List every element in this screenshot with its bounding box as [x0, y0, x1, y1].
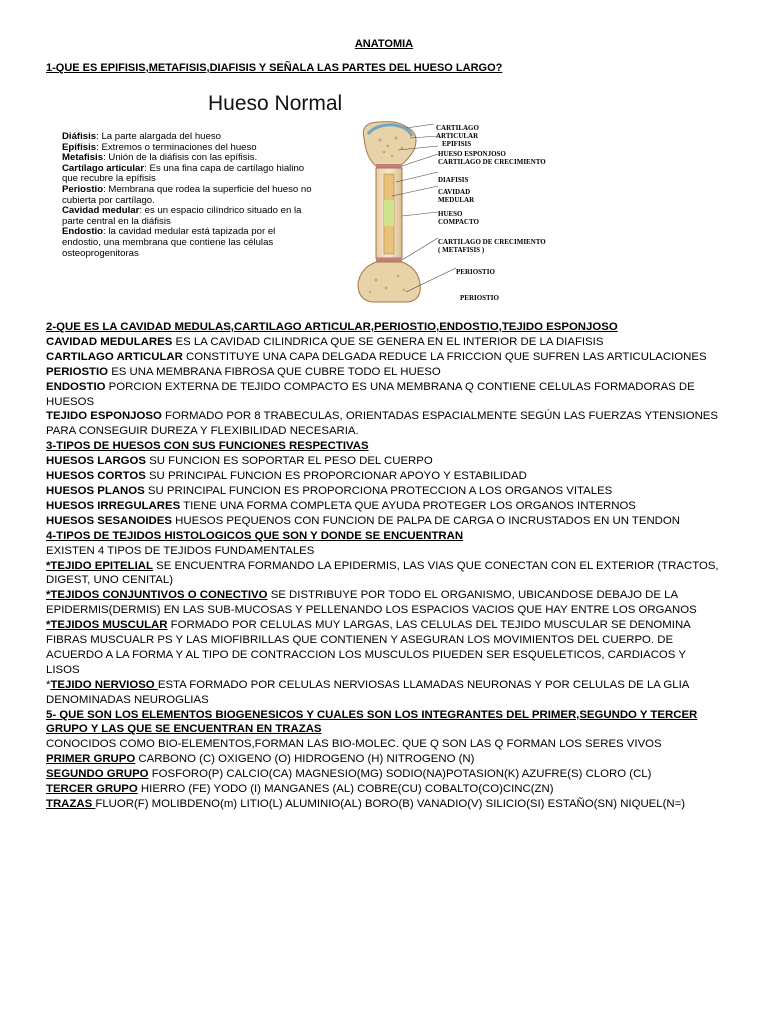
- label-hueso-compacto: HUESO COMPACTO: [438, 210, 479, 226]
- paragraph: EXISTEN 4 TIPOS DE TEJIDOS FUNDAMENTALES: [46, 544, 315, 557]
- label-periostio: PERIOSTIO: [456, 268, 495, 276]
- label-cartilago-crecimiento-bottom: CARTILAGO DE CRECIMIENTO ( METAFISIS ): [438, 238, 546, 254]
- label-cartilago-crecimiento-top: CARTILAGO DE CRECIMIENTO: [438, 158, 546, 166]
- paragraph: CONOCIDOS COMO BIO-ELEMENTOS,FORMAN LAS BIO-MOLEC. QUE Q SON LAS Q FORMAN LOS SERES VIVOS: [46, 738, 662, 751]
- definition-item: SEGUNDO GRUPO FOSFORO(P) CALCIO(CA) MAGNESIO(MG) SODIO(NA)POTASION(K) AZUFRE(S) CLORO (CL): [46, 768, 652, 781]
- definition-item: CAVIDAD MEDULARES ES LA CAVIDAD CILINDRICA QUE SE GENERA EN EL INTERIOR DE LA DIAFISIS: [46, 335, 604, 348]
- definition-item: *TEJIDO NERVIOSO ESTA FORMADO POR CELULAS NERVIOSAS LLAMADAS NEURONAS Y POR CELULAS DE LA GLIA DENOMINADAS NEUROGLIAS: [46, 678, 689, 706]
- definition-item: TERCER GRUPO HIERRO (FE) YODO (I) MANGANES (AL) COBRE(CU) COBALTO(CO)CINC(ZN): [46, 783, 554, 796]
- definition-item: HUESOS PLANOS SU PRINCIPAL FUNCION ES PROPORCIONA PROTECCION A LOS ORGANOS VITALES: [46, 484, 613, 497]
- question-5-heading: 5- QUE SON LOS ELEMENTOS BIOGENESICOS Y CUALES SON LOS INTEGRANTES DEL PRIMER,SEGUNDO Y TERCER GRUPO Y LAS QUE SE ENCUENTRAN EN TRAZAS: [46, 708, 698, 736]
- label-diafisis: DIAFISIS: [438, 176, 469, 184]
- figure-legend: [62, 132, 312, 259]
- legend-item: Endostio: la cavidad medular está tapizada por el endostio, una membrana que contiene las células osteoprogenitoras: [62, 226, 276, 259]
- question-1-heading: 1-QUE ES EPIFISIS,METAFISIS,DIAFISIS Y SEÑALA LAS PARTES DEL HUESO LARGO?: [46, 62, 503, 74]
- question-4-heading: 4-TIPOS DE TEJIDOS HISTOLOGICOS QUE SON Y DONDE SE ENCUENTRAN: [46, 529, 464, 542]
- bone-figure: [60, 92, 580, 307]
- question-2-heading: 2-QUE ES LA CAVIDAD MEDULAS,CARTILAGO ARTICULAR,PERIOSTIO,ENDOSTIO,TEJIDO ESPONJOSO: [46, 321, 618, 333]
- definition-item: TRAZAS FLUOR(F) MOLIBDENO(m) LITIO(L) ALUMINIO(AL) BORO(B) VANADIO(V) SILICIO(SI) ESTAÑO(SN) NIQUEL(N=): [46, 798, 686, 810]
- label-hueso-esponjoso: HUESO ESPONJOSO: [438, 150, 506, 158]
- legend-item: Periostio: Membrana que rodea la superficie del hueso no cubierta por cartílago.: [62, 183, 312, 206]
- legend-item: Metafisis: Unión de la diáfisis con las epífisis.: [62, 152, 258, 164]
- legend-item: Diáfisis: La parte alargada del hueso: [62, 131, 221, 142]
- label-epifisis: EPIFISIS: [442, 140, 472, 148]
- definition-item: HUESOS CORTOS SU PRINCIPAL FUNCION ES PROPORCIONAR APOYO Y ESTABILIDAD: [46, 470, 527, 483]
- definition-item: HUESOS LARGOS SU FUNCION ES SOPORTAR EL PESO DEL CUERPO: [46, 455, 433, 468]
- definition-item: HUESOS IRREGULARES TIENE UNA FORMA COMPLETA QUE AYUDA PROTEGER LOS ORGANOS INTERNOS: [46, 499, 636, 512]
- document-body: [46, 320, 722, 812]
- definition-item: PRIMER GRUPO CARBONO (C) OXIGENO (O) HIDROGENO (H) NITROGENO (N): [46, 753, 475, 766]
- document-title: ANATOMIA: [354, 38, 414, 50]
- legend-item: Cartílago articular: Es una fina capa de cartílago hialino que recubre la epífisis: [62, 162, 305, 185]
- question-3-heading: 3-TIPOS DE HUESOS CON SUS FUNCIONES RESPECTIVAS: [46, 440, 369, 453]
- definition-item: HUESOS SESANOIDES HUESOS PEQUENOS CON FUNCION DE PALPA DE CARGA O INCRUSTADOS EN UN TENDON: [46, 514, 680, 527]
- label-cavidad-medular: CAVIDAD MEDULAR: [438, 188, 475, 204]
- definition-item: ENDOSTIO PORCION EXTERNA DE TEJIDO COMPACTO ES UNA MEMBRANA Q CONTIENE CELULAS FORMADORAS DE HUESOS: [46, 380, 695, 408]
- label-cartilago-articular: CARTILAGO ARTICULAR: [436, 124, 479, 140]
- definition-item: TEJIDO ESPONJOSO FORMADO POR 8 TRABECULAS, ORIENTADAS ESPACIALMENTE SEGÚN LAS FUERZAS YTENSIONES PARA CONSEGUIR DUREZA Y FLEXIBILIDAD NECESARIA.: [46, 410, 718, 438]
- definition-item: PERIOSTIO ES UNA MEMBRANA FIBROSA QUE CUBRE TODO EL HUESO: [46, 365, 441, 378]
- label-periostio-bottom: PERIOSTIO: [460, 294, 499, 302]
- legend-item: Epífisis: Extremos o terminaciones del hueso: [62, 141, 257, 153]
- definition-item: *TEJIDOS CONJUNTIVOS O CONECTIVO SE DISTRIBUYE POR TODO EL ORGANISMO, UBICANDOSE DEBAJO DE LA EPIDERMIS(DERMIS) EN LAS SUB-MUCOSAS Y PELLENANDO LOS ESPACIOS VACIOS QUE HAY ENTRE LOS ORGANOS: [46, 589, 697, 617]
- definition-item: CARTILAGO ARTICULAR CONSTITUYE UNA CAPA DELGADA REDUCE LA FRICCION QUE SUFREN LAS ARTICULACIONES: [46, 350, 707, 363]
- definition-item: *TEJIDOS MUSCULAR FORMADO POR CELULAS MUY LARGAS, LAS CELULAS DEL TEJIDO MUSCULAR SE DENOMINA FIBRAS MUSCUALR PS Y LAS MIOFIBRILLAS QUE CONTIENEN Y ASEGURAN LOS MOVIMIENTOS DEL CUERPO. DE ACUERDO A LA FORMA Y AL TIPO DE CONTRACCION LOS MUSCULOS PIUEDEN SER ESQUELETICOS, CARDIACOS Y LISOS: [46, 619, 691, 676]
- definition-item: *TEJIDO EPITELIAL SE ENCUENTRA FORMANDO LA EPIDERMIS, LAS VIAS QUE CONECTAN CON EL EXTERIOR (TRACTOS, DIGEST, UNO CENITAL): [46, 559, 719, 587]
- legend-item: Cavidad medular: es un espacio cilíndrico situado en la parte central en la diáfisis: [62, 205, 302, 227]
- figure-title: Hueso Normal: [208, 92, 343, 115]
